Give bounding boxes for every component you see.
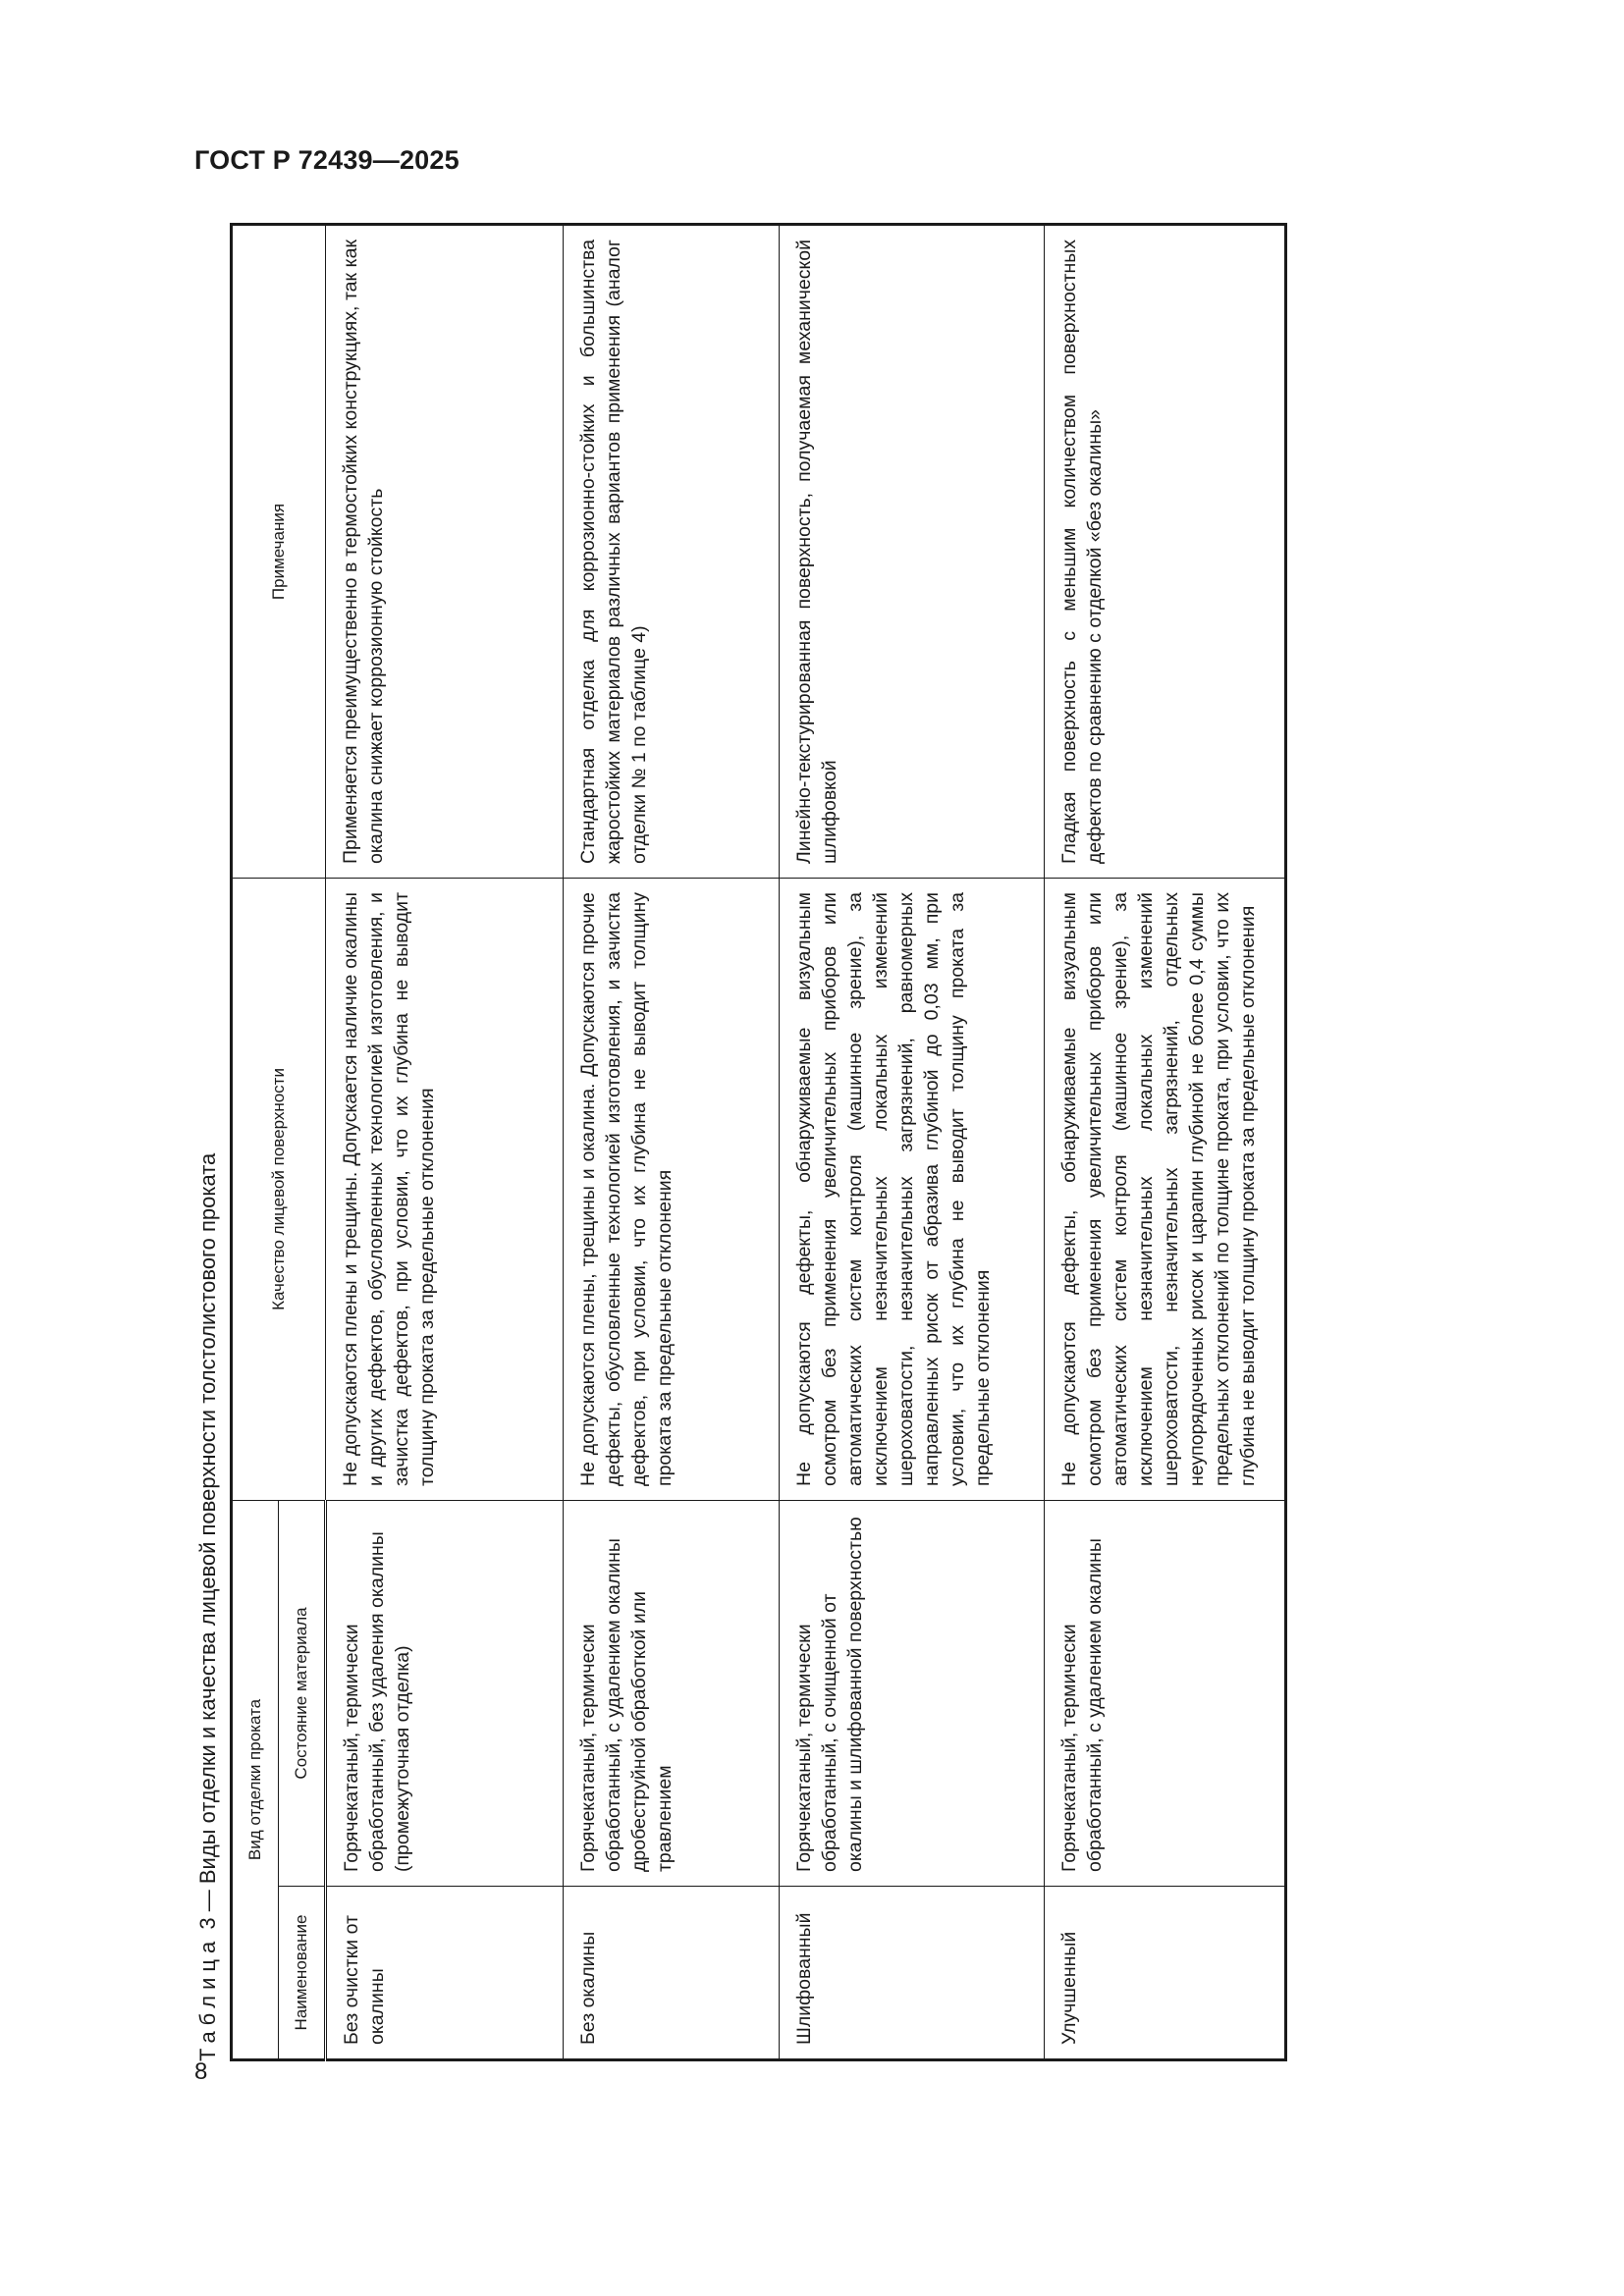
cell-notes: Применяется преимущественно в термостойких конструкциях, так как окалина снижает коррозионную стойкость bbox=[326, 224, 564, 878]
cell-material-state: Горячекатаный, термически обработанный, с удалением окалины дробеструйной обработкой или травлением bbox=[564, 1500, 780, 1886]
header-material-state: Состояние материала bbox=[279, 1500, 326, 1886]
table-header-row bbox=[232, 224, 279, 2059]
cell-notes: Гладкая поверхность с меньшим количеством поверхностных дефектов по сравнению с отделкой «без окалины» bbox=[1045, 224, 1286, 878]
page-number: 8 bbox=[194, 2058, 208, 2085]
table-row bbox=[326, 224, 564, 2059]
header-finish-type: Вид отделки проката bbox=[232, 1500, 279, 2059]
cell-notes: Стандартная отделка для коррозионно-стойких и большинства жаростойких материалов различных вариантов применения (аналог отделки № 1 по таблице 4) bbox=[564, 224, 780, 878]
cell-surface-quality: Не допускаются плены и трещины. Допускается наличие окалины и других дефектов, обусловленных технологией изготовления, и зачистка дефектов, при условии, что их глубина не выводит толщину проката за предельные отклонения bbox=[326, 878, 564, 1500]
cell-name: Улучшенный bbox=[1045, 1887, 1286, 2060]
cell-name: Без окалины bbox=[564, 1887, 780, 2060]
header-notes: Примечания bbox=[232, 224, 326, 878]
cell-surface-quality: Не допускаются дефекты, обнаруживаемые визуальным осмотром без применения увеличительных приборов или автоматических систем контроля (машинное зрение), за исключением незначительных локальных изменений шероховатости, незначительных загрязнений, равномерных направленных рисок от абразива глубиной до 0,03 мм, при условии, что их глубина не выводит толщину проката за предельные отклонения bbox=[780, 878, 1045, 1500]
finish-types-table bbox=[230, 223, 1287, 2061]
cell-material-state: Горячекатаный, термически обработанный, без удаления окалины (промежуточная отделка) bbox=[326, 1500, 564, 1886]
cell-material-state: Горячекатаный, термически обработанный, с очищенной от окалины и шлифованной поверхностью bbox=[780, 1500, 1045, 1886]
cell-name: Шлифованный bbox=[780, 1887, 1045, 2060]
table-caption bbox=[190, 1153, 226, 2061]
cell-material-state: Горячекатаный, термически обработанный, с удалением окалины bbox=[1045, 1500, 1286, 1886]
cell-surface-quality: Не допускаются плены, трещины и окалина. Допускаются прочие дефекты, обусловленные технологией изготовления, и зачистка дефектов, при условии, что их глубина не выводит толщину проката за предельные отклонения bbox=[564, 878, 780, 1500]
caption-title: — Виды отделки и качества лицевой поверхности толстолистового проката bbox=[195, 1152, 220, 1912]
caption-label: Таблица bbox=[195, 1935, 220, 2061]
cell-notes: Линейно-текстурированная поверхность, получаемая механической шлифовкой bbox=[780, 224, 1045, 878]
header-name: Наименование bbox=[279, 1887, 326, 2060]
caption-number: 3 bbox=[195, 1917, 220, 1930]
cell-name: Без очистки от окалины bbox=[326, 1887, 564, 2060]
table-row bbox=[564, 224, 780, 2059]
table-row bbox=[780, 224, 1045, 2059]
document-header: ГОСТ Р 72439—2025 bbox=[194, 145, 460, 175]
cell-surface-quality: Не допускаются дефекты, обнаруживаемые визуальным осмотром без применения увеличительных приборов или автоматических систем контроля (машинное зрение), за исключением незначительных локальных изменений шероховатости, незначительных загрязнений, отдельных неупорядоченных рисок и царапин глубиной не более 0,4 суммы предельных отклонений по толщине проката, при условии, что их глубина не выводит толщину проката за предельные отклонения bbox=[1045, 878, 1286, 1500]
table-row bbox=[1045, 224, 1286, 2059]
header-surface-quality: Качество лицевой поверхности bbox=[232, 878, 326, 1500]
rotated-table-frame bbox=[190, 226, 1290, 2061]
